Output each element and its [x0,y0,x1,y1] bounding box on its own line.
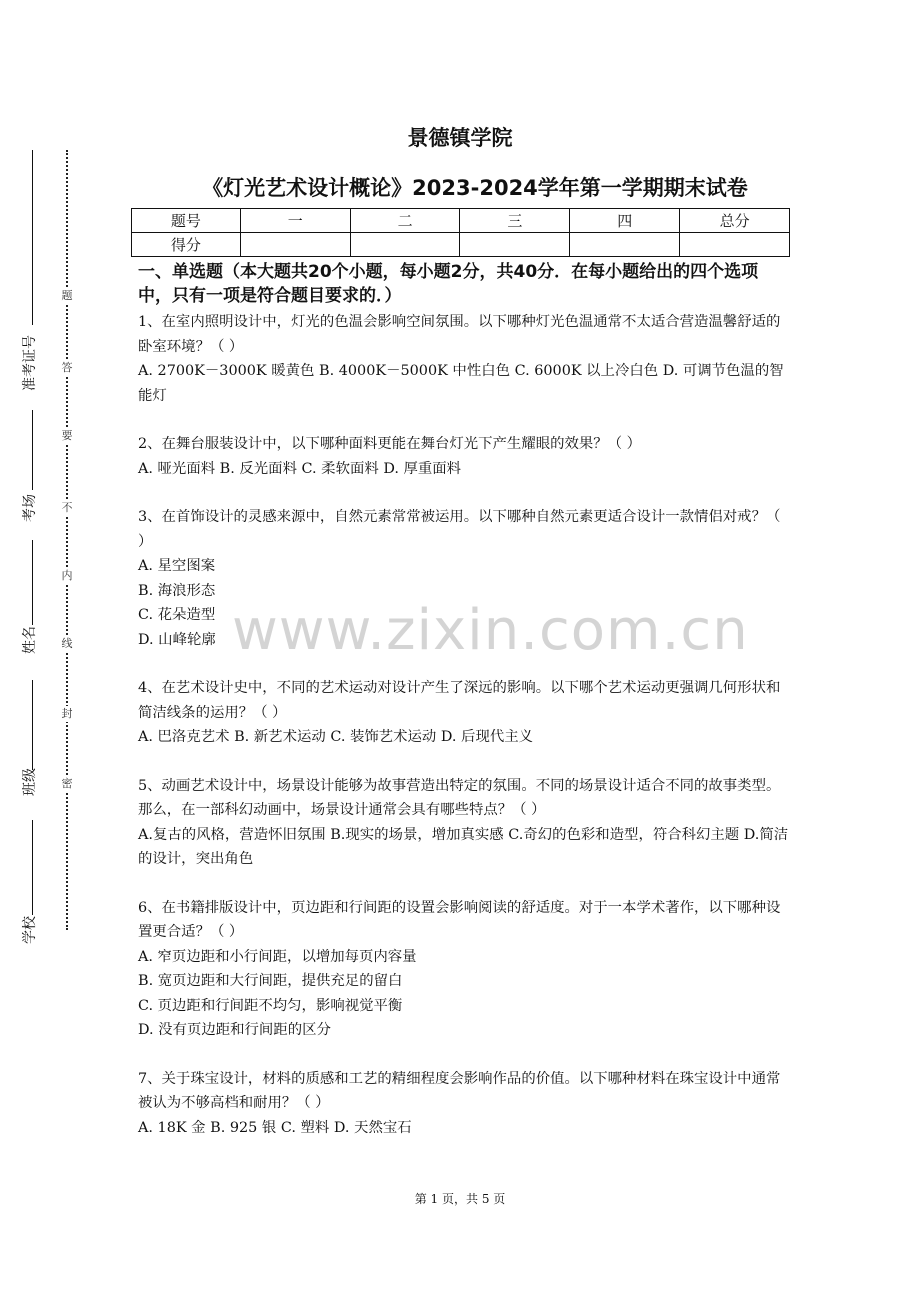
score-table-header-row [132,209,790,233]
question [138,774,792,872]
field-line-name [32,540,33,625]
exam-title: 《灯光艺术设计概论》2023-2024学年第一学期期末试卷 [202,176,748,200]
seal-char: 要 [59,428,75,444]
field-label-school: 学校 [22,916,38,944]
option-c: C. 页边距和行间距不均匀，影响视觉平衡 [138,997,403,1014]
score-header-cell: 题号 [132,209,241,233]
score-header-cell: 四 [570,209,680,233]
question-options: A. 2700K－3000K 暖黄色 B. 4000K－5000K 中性白色 C. 6000K 以上冷白色 D. 可调节色温的智能灯 [138,363,784,404]
watermark: www.zixin.com.cn [232,598,749,663]
score-table-score-row [132,233,790,257]
question-options: A. 巴洛克艺术 B. 新艺术运动 C. 装饰艺术运动 D. 后现代主义 [138,729,534,745]
seal-char: 内 [59,568,75,584]
seal-char: 密 [59,776,75,792]
option-a: A. 窄页边距和小行间距，以增加每页内容量 [138,948,417,965]
question-text: 6、在书籍排版设计中，页边距和行间距的设置会影响阅读的舒适度。对于一本学术著作，以下哪种设置更合适？（ ） [138,899,781,940]
question-text: 1、在室内照明设计中，灯光的色温会影响空间氛围。以下哪种灯光色温通常不太适合营造温馨舒适的卧室环境？（ ） [138,314,781,355]
seal-char: 答 [59,360,75,376]
option-b: B. 海浪形态 [138,582,216,599]
question [138,310,792,408]
seal-char: 不 [59,500,75,516]
school-name: 景德镇学院 [407,126,513,150]
field-label-exam-id: 准考证号 [22,335,38,391]
field-label-name: 姓名 [22,626,38,654]
question-text: 4、在艺术设计史中，不同的艺术运动对设计产生了深远的影响。以下哪个艺术运动更强调几何形状和简洁线条的运用？（ ） [138,680,781,721]
option-d: D. 没有页边距和行间距的区分 [138,1022,331,1038]
option-d: D. 山峰轮廓 [138,631,216,648]
score-input-cell[interactable] [680,233,790,257]
question [138,505,792,652]
question-text: 7、关于珠宝设计，材料的质感和工艺的精细程度会影响作品的价值。以下哪种材料在珠宝设计中通常被认为不够高档和耐用？（ ） [138,1070,781,1111]
option-c: C. 花朵造型 [138,607,216,623]
option-b: B. 宽页边距和大行间距，提供充足的留白 [138,973,403,989]
field-label-exam-room: 考场 [22,494,38,522]
question-text: 3、在首饰设计的灵感来源中，自然元素常常被运用。以下哪种自然元素更适合设计一款情侣对戒？（ ） [138,509,781,550]
seal-char: 题 [59,288,75,304]
field-line-school [32,820,33,915]
score-header-cell: 一 [240,209,350,233]
question-options: A. 18K 金 B. 925 银 C. 塑料 D. 天然宝石 [138,1119,412,1136]
option-a: A. 星空图案 [138,558,216,574]
exam-content [138,260,792,1140]
score-input-cell[interactable] [460,233,570,257]
question-text: 2、在舞台服装设计中，以下哪种面料更能在舞台灯光下产生耀眼的效果？（ ） [138,436,642,452]
field-line-exam-room [32,410,33,490]
score-input-cell[interactable] [240,233,350,257]
question [138,432,792,481]
page-footer: 第 1 页，共 5 页 [414,1192,506,1206]
question [138,896,792,1043]
seal-char: 线 [59,636,75,652]
score-table [131,208,790,257]
question-options: A.复古的风格，营造怀旧氛围 B.现实的场景，增加真实感 C.奇幻的色彩和造型，符合科幻主题 D.简洁的设计，突出角色 [138,826,789,867]
seal-char: 封 [59,706,75,722]
section-heading: 一、单选题（本大题共20个小题，每小题2分，共40分．在每小题给出的四个选项中，只有一项是符合题目要求的．） [138,262,759,306]
score-header-cell: 总分 [680,209,790,233]
score-header-cell: 三 [460,209,570,233]
question-options: A. 哑光面料 B. 反光面料 C. 柔软面料 D. 厚重面料 [138,460,462,477]
score-input-cell[interactable] [570,233,680,257]
seal-dotted-line [66,150,68,930]
score-row-label: 得分 [132,233,241,257]
score-header-cell: 二 [350,209,460,233]
question [138,1067,792,1141]
question-text: 5、动画艺术设计中，场景设计能够为故事营造出特定的氛围。不同的场景设计适合不同的故事类型。那么，在一部科幻动画中，场景设计通常会具有哪些特点？（ ） [138,777,781,818]
question [138,676,792,750]
field-label-class: 班级 [22,768,38,796]
score-input-cell[interactable] [350,233,460,257]
field-line-class [32,680,33,770]
